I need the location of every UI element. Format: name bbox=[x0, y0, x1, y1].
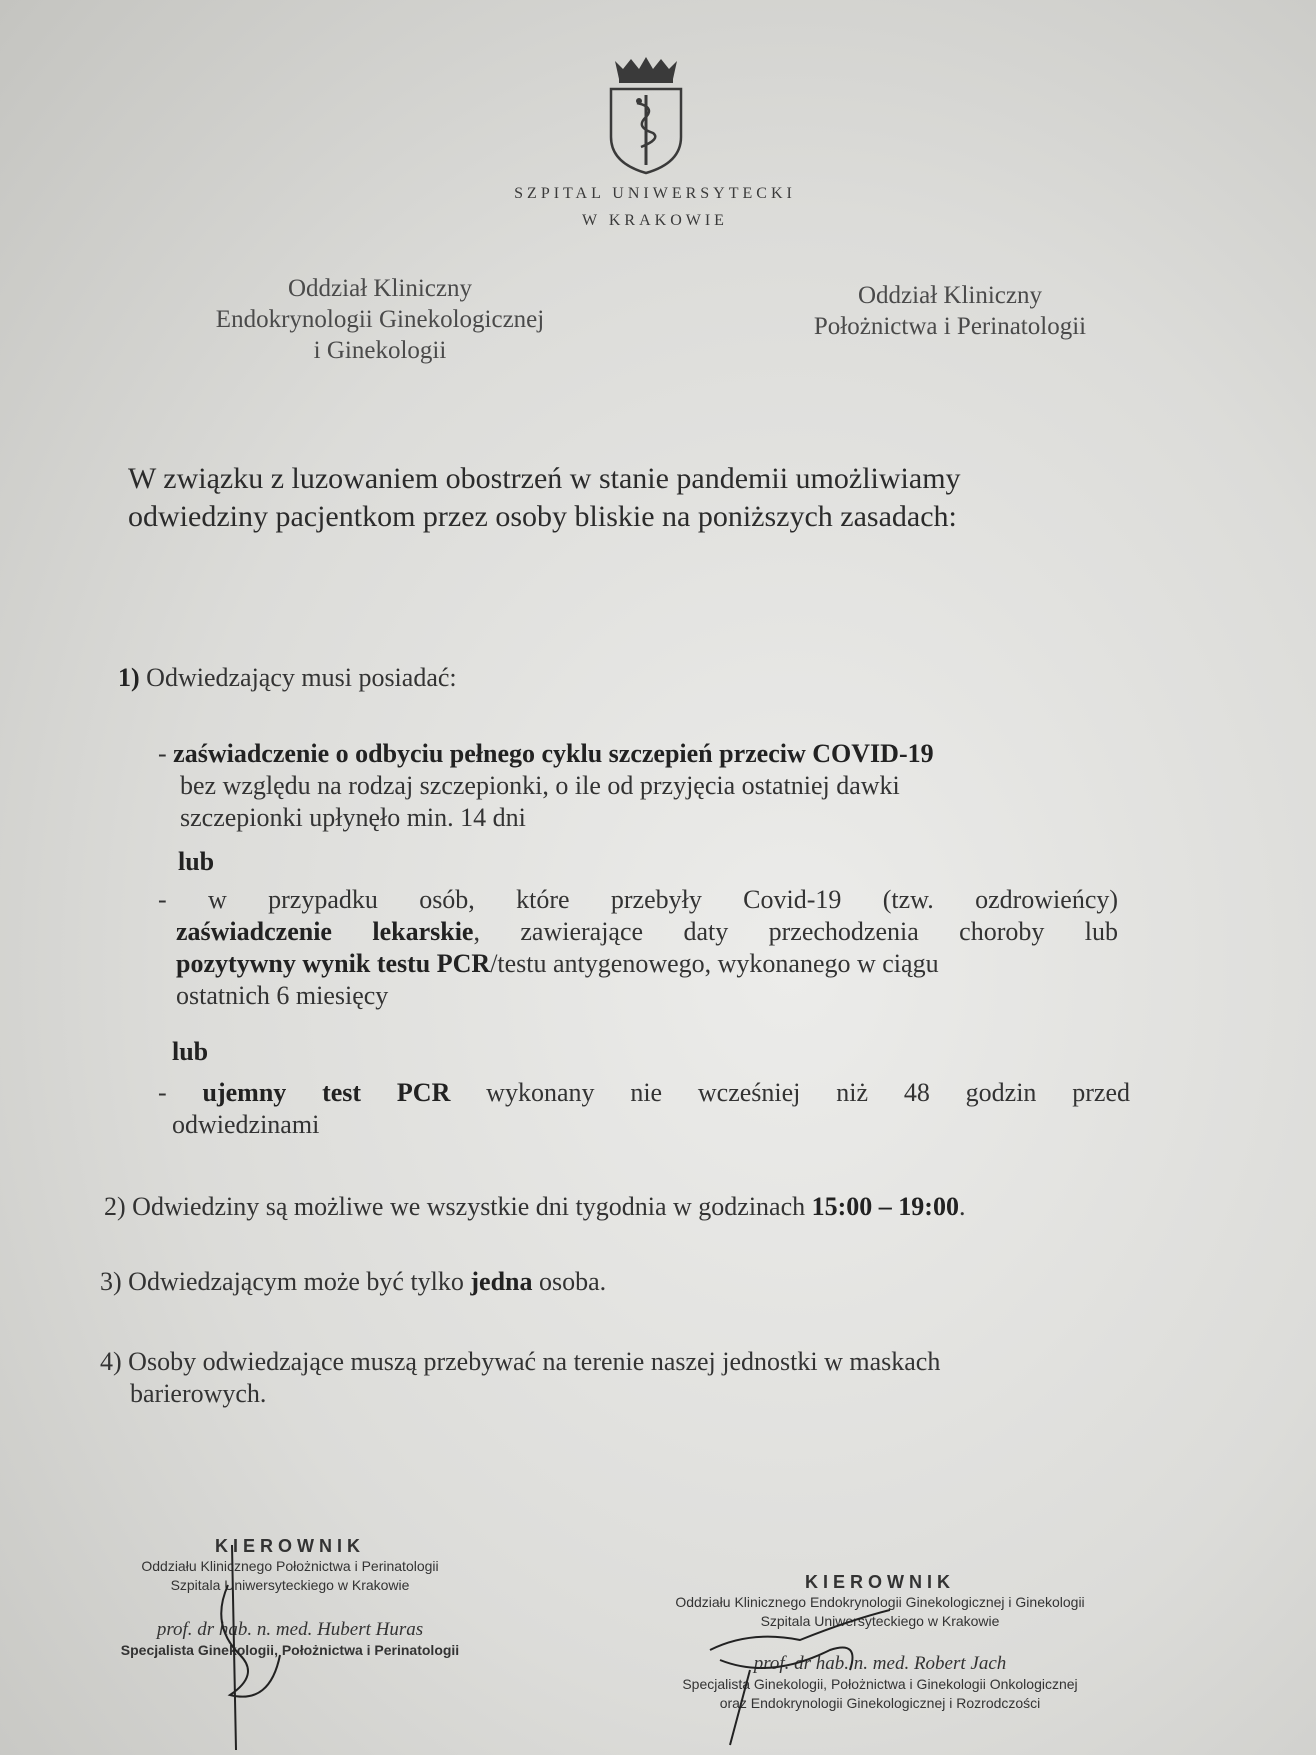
rule-1-item-3-line1 bbox=[158, 1077, 1130, 1109]
rule-2-text: Odwiedziny są możliwe we wszystkie dni tygodnia w godzinach bbox=[132, 1192, 812, 1221]
signature-left-line1: Oddziału Klinicznego Położnictwa i Perinatologii bbox=[141, 1558, 439, 1574]
rule-4-number: 4) bbox=[100, 1347, 122, 1376]
or-label: lub bbox=[172, 1037, 209, 1066]
department-left-line3: i Ginekologii bbox=[313, 337, 447, 364]
crown-staff-of-asclepius-crest-icon bbox=[605, 55, 687, 175]
one-person-text: jedna bbox=[470, 1267, 533, 1296]
rule-1-heading bbox=[118, 662, 457, 694]
handwritten-signature-left bbox=[200, 1545, 320, 1755]
rule-1-number: 1) bbox=[118, 663, 140, 692]
signature-left-spec: Specjalista Ginekologii, Położnictwa i Perinatologii bbox=[120, 1642, 460, 1658]
rule-1-item-1-line2: bez względu na rodzaj szczepionki, o ile od przyjęcia ostatniej dawki bbox=[180, 771, 900, 800]
department-left-line1: Oddział Kliniczny bbox=[288, 275, 472, 302]
item-dash: - bbox=[158, 739, 167, 768]
signature-left-line2: Szpitala Uniwersyteckiego w Krakowie bbox=[170, 1577, 410, 1593]
rule-4 bbox=[100, 1346, 1200, 1410]
medical-certificate-text: zaświadczenie lekarskie bbox=[176, 917, 474, 946]
rule-4-line1 bbox=[100, 1346, 1200, 1378]
signature-left-title: KIEROWNIK bbox=[215, 1536, 365, 1556]
rule-3-text: Odwiedzającym może być tylko bbox=[128, 1267, 471, 1296]
or-label: lub bbox=[178, 847, 215, 876]
handwritten-signature-right bbox=[690, 1560, 920, 1750]
department-left bbox=[130, 273, 630, 366]
convalescent-text: w przypadku osób, które przebyły Covid-19 (tzw. ozdrowieńcy) bbox=[208, 885, 1119, 914]
rule-3-number: 3) bbox=[100, 1267, 122, 1296]
department-right-line1: Oddział Kliniczny bbox=[858, 282, 1042, 309]
rule-1-item-2-line4: ostatnich 6 miesięcy bbox=[176, 981, 389, 1010]
rule-1-item-1 bbox=[158, 738, 1128, 834]
rule-1-title: Odwiedzający musi posiadać: bbox=[146, 663, 457, 692]
rule-1-item-1-line3: szczepionki upłynęło min. 14 dni bbox=[180, 803, 526, 832]
signature-left-name: prof. dr hab. n. med. Hubert Huras bbox=[156, 1619, 424, 1640]
hospital-name-line2: W KRAKOWIE bbox=[582, 212, 728, 229]
rule-4-line2: barierowych. bbox=[130, 1379, 267, 1408]
vaccination-certificate-text: zaświadczenie o odbyciu pełnego cyklu szczepień przeciw COVID-19 bbox=[173, 739, 934, 768]
signature-right-title: KIEROWNIK bbox=[805, 1572, 955, 1592]
rule-1-item-3-line2: odwiedzinami bbox=[172, 1110, 320, 1139]
rule-3 bbox=[100, 1266, 606, 1298]
signature-right-name: prof. dr hab. n. med. Robert Jach bbox=[753, 1653, 1007, 1674]
intro-line2: odwiedziny pacjentkom przez osoby bliskie na poniższych zasadach: bbox=[128, 500, 957, 533]
rule-2-number: 2) bbox=[104, 1192, 126, 1221]
visiting-hours: 15:00 – 19:00 bbox=[811, 1192, 959, 1221]
item-dash: - bbox=[158, 885, 167, 914]
hospital-name-line1: SZPITAL UNIWERSYTECKI bbox=[514, 185, 796, 202]
rule-3-end: osoba. bbox=[532, 1267, 607, 1296]
rule-1-or-1 bbox=[178, 846, 214, 878]
negative-pcr-text: ujemny test PCR bbox=[202, 1078, 451, 1107]
positive-pcr-rest: /testu antygenowego, wykonanego w ciągu bbox=[490, 949, 939, 978]
rule-1-item-3 bbox=[158, 1077, 1138, 1141]
rule-1-item-1-line1 bbox=[158, 738, 1128, 770]
department-right-line2: Położnictwa i Perinatologii bbox=[813, 313, 1087, 340]
rule-1-or-2 bbox=[172, 1036, 208, 1068]
signature-right-line2: Szpitala Uniwersyteckiego w Krakowie bbox=[760, 1613, 1000, 1629]
department-right bbox=[720, 280, 1180, 342]
medical-certificate-rest: , zawierające daty przechodzenia choroby lub bbox=[473, 917, 1118, 946]
rule-1-item-2-line1 bbox=[158, 884, 1118, 916]
signature-right-spec1: Specjalista Ginekologii, Położnictwa i Ginekologii Onkologicznej bbox=[682, 1676, 1078, 1692]
signature-right-line1: Oddziału Klinicznego Endokrynologii Ginekologicznej i Ginekologii bbox=[675, 1594, 1085, 1610]
intro-paragraph bbox=[128, 460, 1188, 536]
item-dash: - bbox=[158, 1078, 167, 1107]
rule-2-end: . bbox=[958, 1192, 966, 1221]
rule-1-item-2 bbox=[158, 884, 1138, 1012]
intro-line1: W związku z luzowaniem obostrzeń w stanie pandemii umożliwiamy bbox=[128, 462, 961, 495]
negative-pcr-rest: wykonany nie wcześniej niż 48 godzin przed bbox=[450, 1078, 1130, 1107]
rule-2 bbox=[104, 1191, 965, 1223]
rule-4-text: Osoby odwiedzające muszą przebywać na terenie naszej jednostki w maskach bbox=[128, 1347, 941, 1376]
positive-pcr-text: pozytywny wynik testu PCR bbox=[176, 949, 491, 978]
department-left-line2: Endokrynologii Ginekologicznej bbox=[215, 306, 545, 333]
rule-1-item-2-line3 bbox=[158, 948, 1138, 980]
signature-right-spec2: oraz Endokrynologii Ginekologicznej i Rozrodczości bbox=[719, 1695, 1041, 1711]
rule-1-item-2-line2 bbox=[158, 916, 1118, 948]
